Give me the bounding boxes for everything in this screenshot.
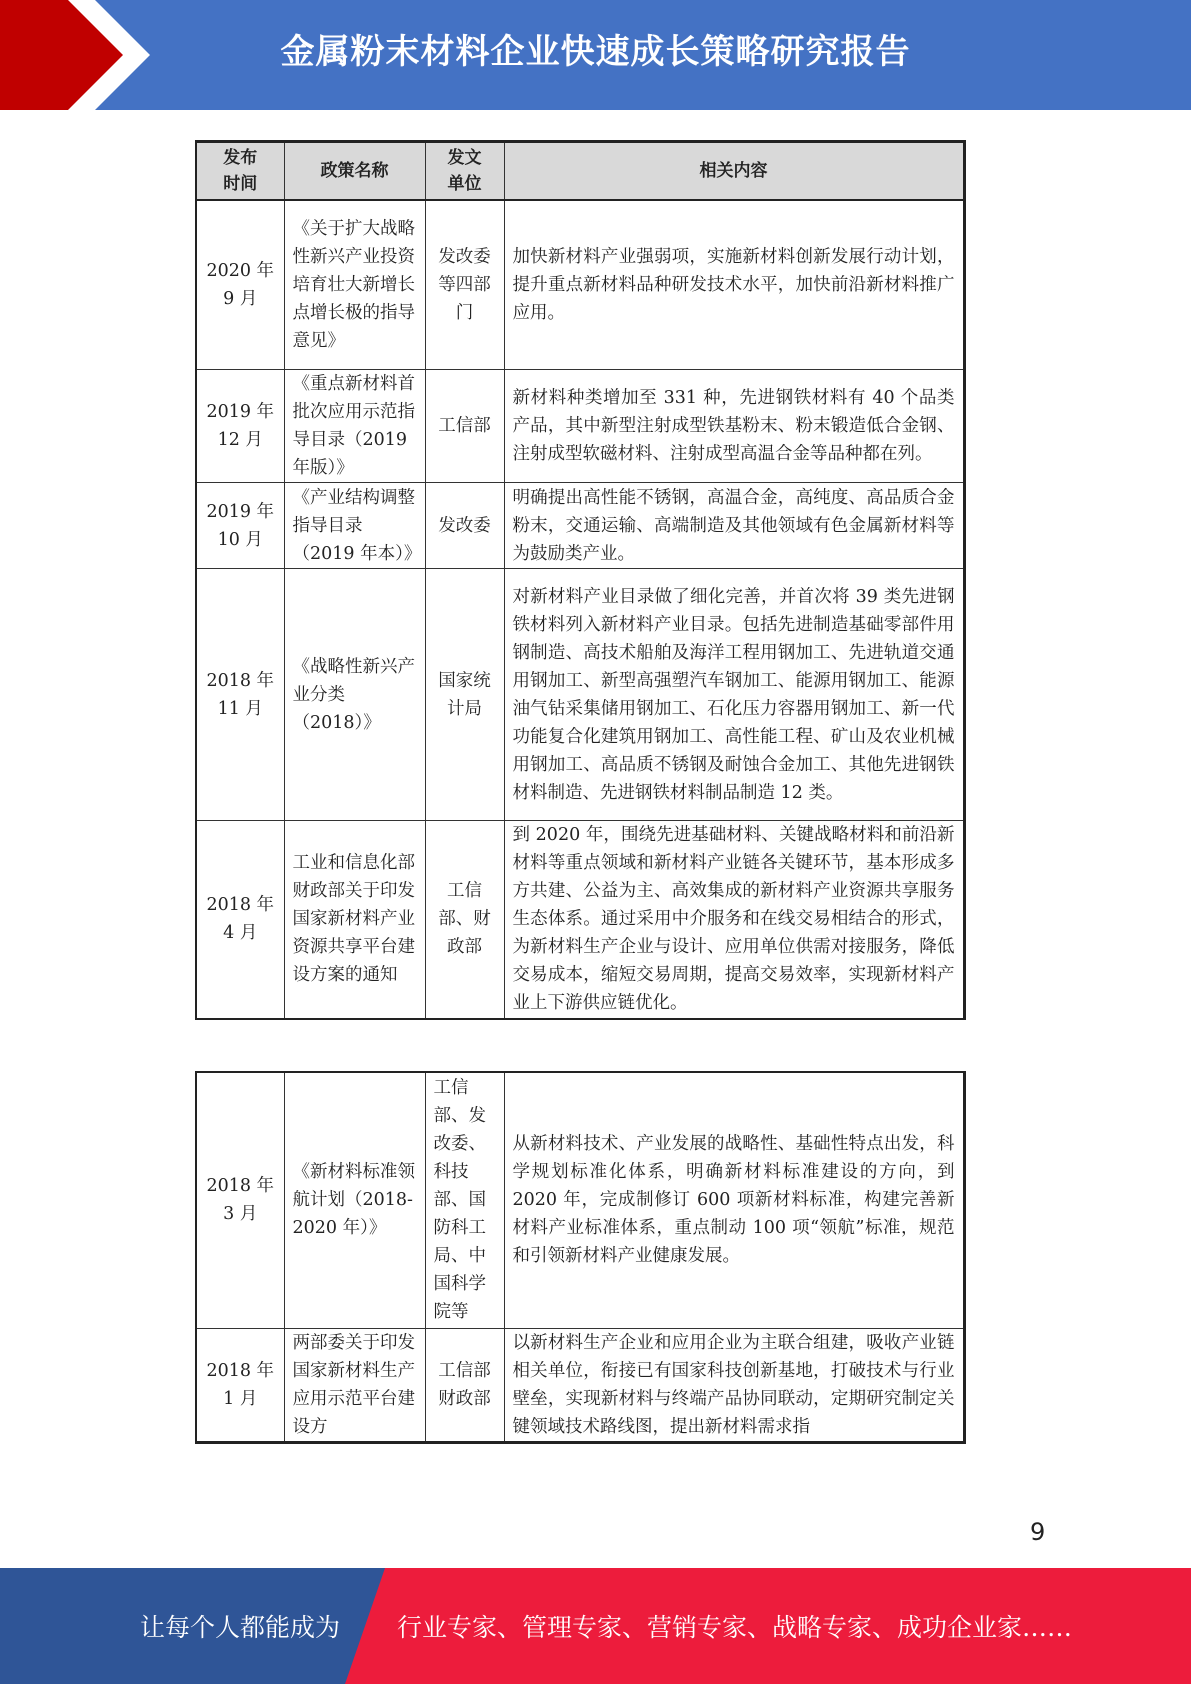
page-header xyxy=(0,0,1191,110)
cell-time: 2019 年 10 月 xyxy=(196,483,284,569)
cell-time: 2020 年 9 月 xyxy=(196,200,284,370)
header-name: 政策名称 xyxy=(284,142,425,200)
cell-time: 2018 年 11 月 xyxy=(196,569,284,821)
cell-time: 2019 年 12 月 xyxy=(196,370,284,483)
cell-time: 2018 年 3 月 xyxy=(196,1072,284,1328)
cell-time: 2018 年 1 月 xyxy=(196,1328,284,1442)
table-row xyxy=(196,200,964,370)
cell-content: 以新材料生产企业和应用企业为主联合组建，吸收产业链相关单位，衔接已有国家科技创新基地，打破技术与行业壁垒，实现新材料与终端产品协同联动，定期研究制定关键领域技术路线图，提出新材料需求指 xyxy=(504,1328,964,1442)
policy-table xyxy=(195,140,966,1020)
cell-dept: 工信部 xyxy=(425,370,504,483)
cell-dept: 工信部财政部 xyxy=(425,1328,504,1442)
policy-table-continued xyxy=(195,1071,966,1444)
cell-content: 对新材料产业目录做了细化完善，并首次将 39 类先进钢铁材料列入新材料产业目录。包括先进制造基础零部件用钢制造、高技术船舶及海洋工程用钢加工、先进轨道交通用钢加工、新型高强塑汽车钢加工、能源用钢加工、能源油气钻采集储用钢加工、石化压力容器用钢加工、新一代功能复合化建筑用钢加工、高性能工程、矿山及农业机械用钢加工、高品质不锈钢及耐蚀合金加工、其他先进钢铁材料制造、先进钢铁材料制品制造 12 类。 xyxy=(504,569,964,821)
cell-content: 从新材料技术、产业发展的战略性、基础性特点出发，科学规划标准化体系，明确新材料标准建设的方向，到 2020 年，完成制修订 600 项新材料标准，构建完善新材料产业标准体系，重点制动 100 项“领航”标准，规范和引领新材料产业健康发展。 xyxy=(504,1072,964,1328)
cell-name: 《战略性新兴产业分类（2018）》 xyxy=(284,569,425,821)
cell-name: 《新材料标准领航计划（2018-2020 年）》 xyxy=(284,1072,425,1328)
table-row xyxy=(196,1328,964,1442)
cell-name: 《关于扩大战略性新兴产业投资培育壮大新增长点增长极的指导意见》 xyxy=(284,200,425,370)
table-row xyxy=(196,483,964,569)
table-row xyxy=(196,821,964,1019)
cell-content: 到 2020 年，围绕先进基础材料、关键战略材料和前沿新材料等重点领域和新材料产业链各关键环节，基本形成多方共建、公益为主、高效集成的新材料产业资源共享服务生态体系。通过采用中介服务和在线交易相结合的形式，为新材料生产企业与设计、应用单位供需对接服务，降低交易成本，缩短交易周期，提高交易效率，实现新材料产业上下游供应链优化。 xyxy=(504,821,964,1019)
cell-name: 《重点新材料首批次应用示范指导目录（2019 年版）》 xyxy=(284,370,425,483)
footer-slogan-right: 行业专家、管理专家、营销专家、战略专家、成功企业家…… xyxy=(397,1613,1073,1642)
cell-content: 明确提出高性能不锈钢，高温合金，高纯度、高品质合金粉末，交通运输、高端制造及其他领域有色金属新材料等为鼓励类产业。 xyxy=(504,483,964,569)
table-row xyxy=(196,569,964,821)
cell-dept: 工信部、发改委、科技部、国防科工局、中国科学院等 xyxy=(425,1072,504,1328)
cell-dept: 发改委等四部门 xyxy=(425,200,504,370)
cell-dept: 工信部、财政部 xyxy=(425,821,504,1019)
report-title: 金属粉末材料企业快速成长策略研究报告 xyxy=(280,32,911,72)
header-time: 发布 时间 xyxy=(196,142,284,200)
cell-name: 《产业结构调整指导目录（2019 年本）》 xyxy=(284,483,425,569)
header-dept: 发文 单位 xyxy=(425,142,504,200)
cell-dept: 国家统计局 xyxy=(425,569,504,821)
footer-slogan-left: 让每个人都能成为 xyxy=(140,1613,341,1642)
cell-name: 工业和信息化部财政部关于印发国家新材料产业资源共享平台建设方案的通知 xyxy=(284,821,425,1019)
table-row xyxy=(196,370,964,483)
table-header-row xyxy=(196,142,964,200)
table-row xyxy=(196,1072,964,1328)
page-number: 9 xyxy=(1030,1518,1046,1546)
cell-time: 2018 年 4 月 xyxy=(196,821,284,1019)
cell-content: 加快新材料产业强弱项，实施新材料创新发展行动计划，提升重点新材料品种研发技术水平，加快前沿新材料推广应用。 xyxy=(504,200,964,370)
header-content: 相关内容 xyxy=(504,142,964,200)
cell-dept: 发改委 xyxy=(425,483,504,569)
cell-content: 新材料种类增加至 331 种，先进钢铁材料有 40 个品类产品，其中新型注射成型铁基粉末、粉末锻造低合金钢、注射成型软磁材料、注射成型高温合金等品种都在列。 xyxy=(504,370,964,483)
page-footer xyxy=(0,1568,1191,1684)
cell-name: 两部委关于印发国家新材料生产应用示范平台建设方 xyxy=(284,1328,425,1442)
